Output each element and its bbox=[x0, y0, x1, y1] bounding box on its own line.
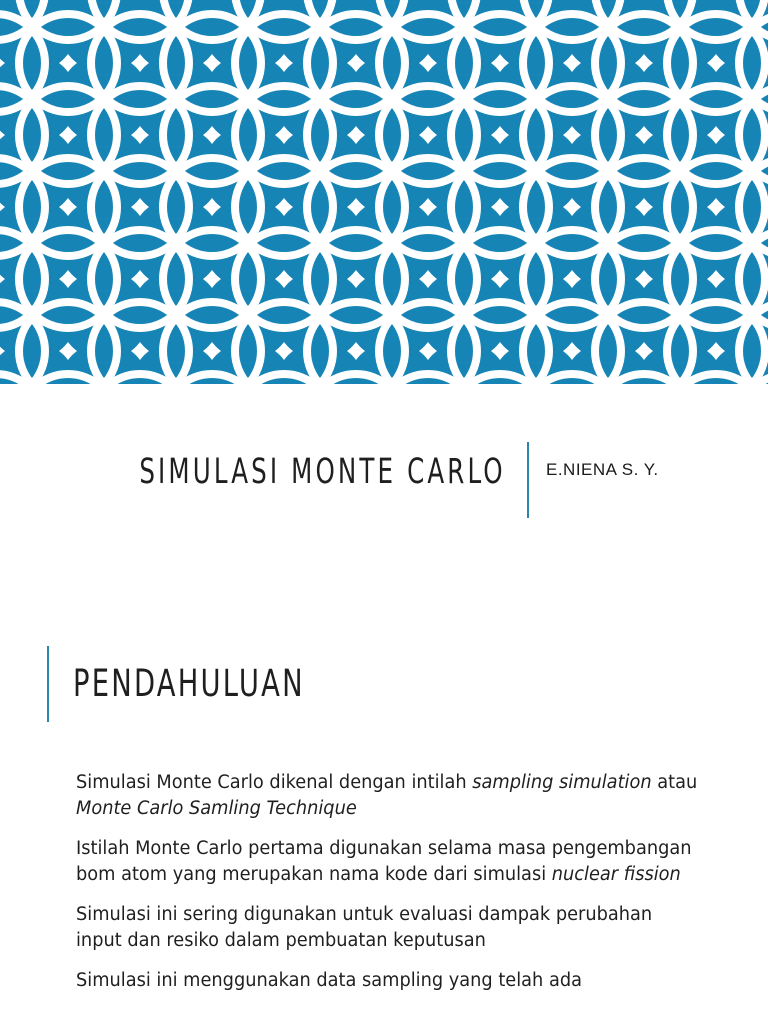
bullet-text: Simulasi ini sering digunakan untuk evaluasi dampak perubahan input dan resiko dalam pembuatan keputusan bbox=[76, 904, 653, 951]
bullet-item bbox=[76, 836, 700, 888]
italic-term: sampling simulation bbox=[472, 772, 652, 793]
bullet-text: Simulasi Monte Carlo dikenal dengan intilah bbox=[76, 772, 473, 793]
bullet-item bbox=[76, 770, 700, 822]
bullet-text: atau bbox=[651, 772, 698, 793]
presentation-title: SIMULASI MONTE CARLO bbox=[139, 452, 506, 492]
bullet-text: Simulasi ini menggunakan data sampling yang telah ada bbox=[76, 970, 582, 991]
bullet-text: Istilah Monte Carlo pertama digunakan selama masa pengembangan bom atom yang merupakan nama kode dari simulasi bbox=[76, 838, 692, 885]
author-name: E.NIENA S. Y. bbox=[546, 460, 659, 479]
introduction-slide bbox=[0, 600, 768, 1024]
italic-term: nuclear fission bbox=[551, 864, 681, 885]
bullet-item bbox=[76, 968, 700, 994]
italic-term: Monte Carlo Samling Technique bbox=[76, 798, 357, 819]
decorative-circle-pattern bbox=[0, 0, 768, 384]
section-title: PENDAHULUAN bbox=[73, 662, 305, 705]
section-accent-bar bbox=[47, 646, 49, 722]
title-divider bbox=[527, 442, 529, 518]
title-row bbox=[0, 440, 768, 520]
bullet-item bbox=[76, 902, 700, 954]
bullet-list bbox=[76, 770, 696, 1008]
